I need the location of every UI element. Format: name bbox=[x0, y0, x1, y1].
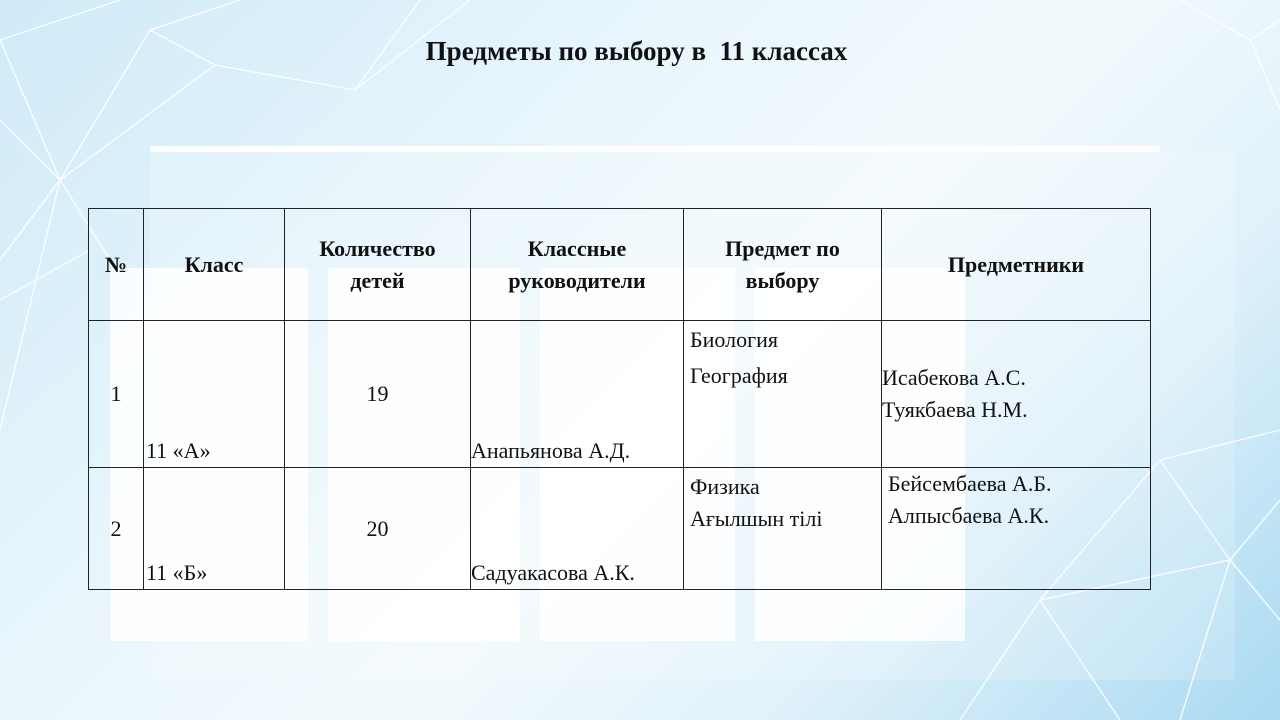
row-class: 11 «Б» bbox=[144, 468, 285, 590]
header-class: Класс bbox=[144, 209, 285, 321]
header-subject-teachers: Предметники bbox=[882, 209, 1151, 321]
subject-item: Биология bbox=[690, 327, 779, 352]
row-subject-teachers bbox=[882, 321, 1151, 468]
table-row bbox=[89, 468, 1151, 590]
row-subject-teachers bbox=[882, 468, 1151, 590]
table-header-row bbox=[89, 209, 1151, 321]
electives-table bbox=[88, 208, 1151, 590]
row-count: 20 bbox=[285, 468, 471, 590]
subject-teacher-item: Исабекова А.С. bbox=[882, 365, 1026, 390]
header-elective-subject: Предмет по выбору bbox=[684, 209, 882, 321]
row-class-teacher: Садуакасова А.К. bbox=[471, 468, 684, 590]
subject-item: Физика bbox=[690, 474, 760, 499]
row-subjects bbox=[684, 468, 882, 590]
row-class: 11 «А» bbox=[144, 321, 285, 468]
slide-title: Предметы по выбору в 11 классах bbox=[425, 36, 848, 66]
row-class-teacher: Анапьянова А.Д. bbox=[471, 321, 684, 468]
row-number: 2 bbox=[89, 468, 144, 590]
row-count: 19 bbox=[285, 321, 471, 468]
table-row bbox=[89, 321, 1151, 468]
subject-teacher-item: Туякбаева Н.М. bbox=[882, 397, 1028, 422]
subject-item: География bbox=[690, 363, 788, 388]
subject-teacher-item: Алпысбаева А.К. bbox=[888, 503, 1050, 528]
header-count: Количество детей bbox=[285, 209, 471, 321]
title-divider bbox=[150, 146, 1160, 152]
header-class-teachers: Классные руководители bbox=[471, 209, 684, 321]
row-number: 1 bbox=[89, 321, 144, 468]
row-subjects bbox=[684, 321, 882, 468]
header-number: № bbox=[89, 209, 144, 321]
subject-item: Ағылшын тілі bbox=[690, 506, 823, 531]
subject-teacher-item: Бейсембаева А.Б. bbox=[888, 471, 1052, 496]
